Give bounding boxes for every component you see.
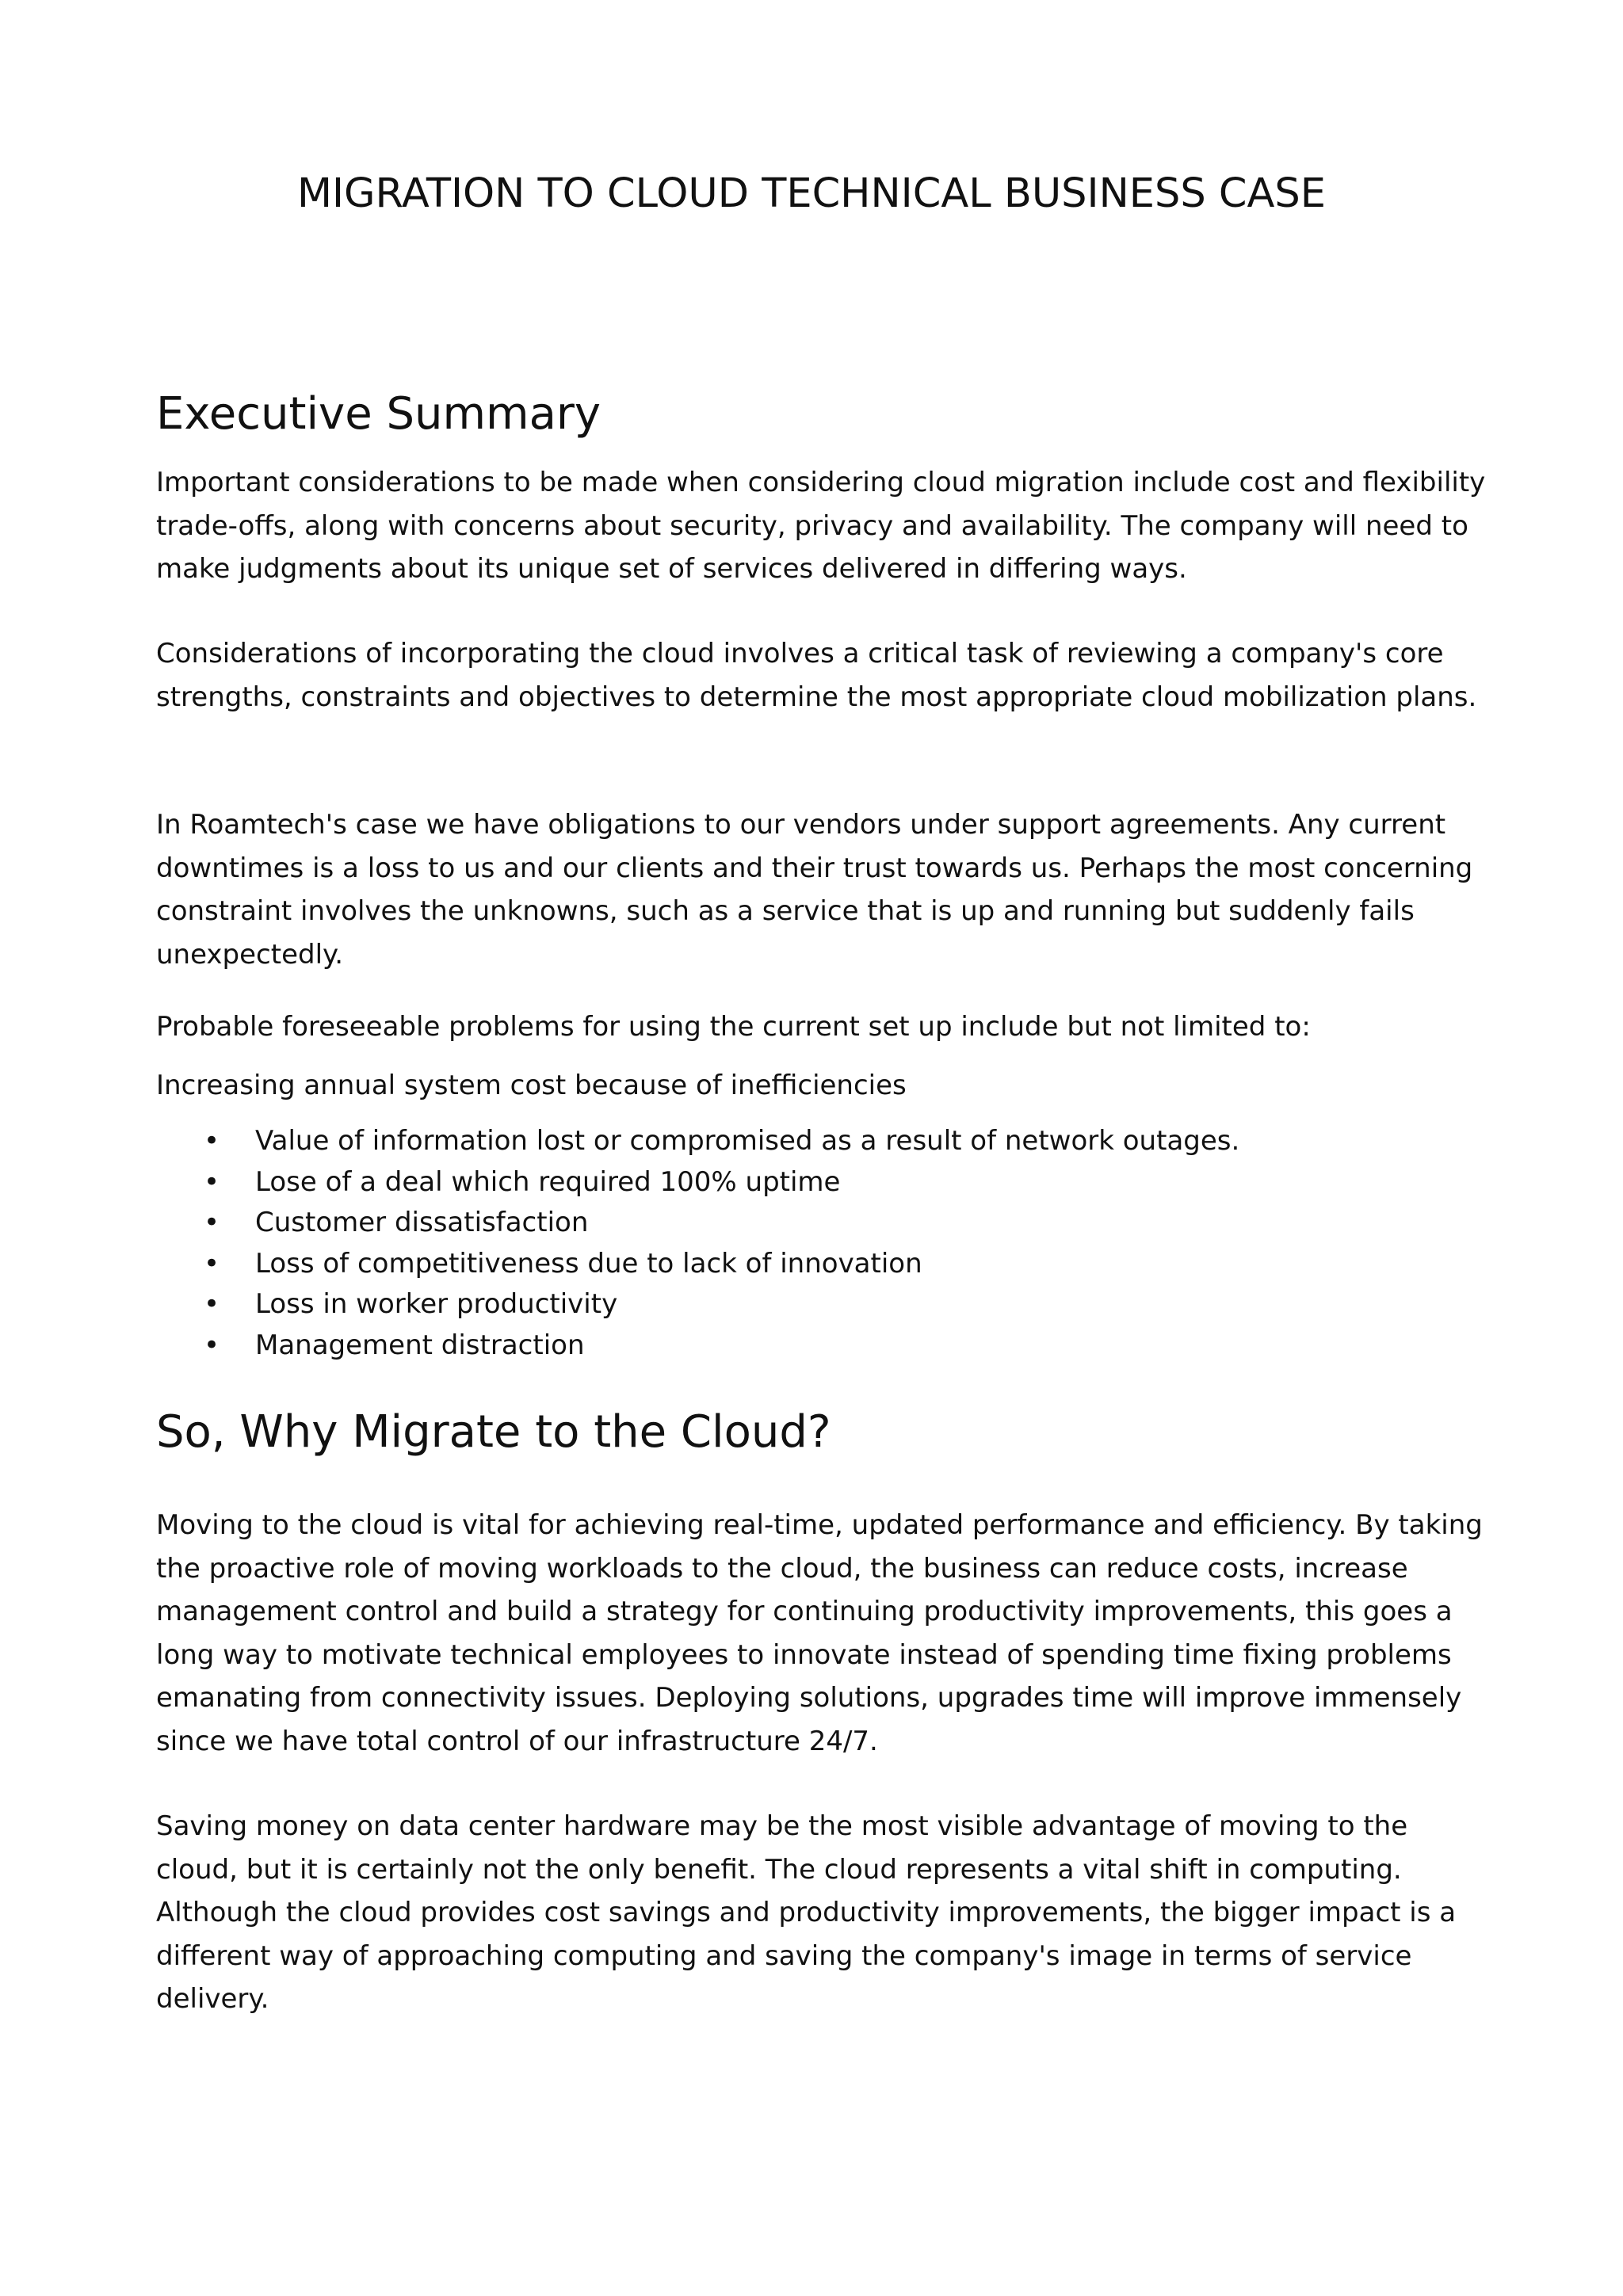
list-item: [156, 1162, 1487, 1203]
paragraph: Probable foreseeable problems for using the current set up include but not limited to:: [156, 1011, 1311, 1043]
document-title: MIGRATION TO CLOUD TECHNICAL BUSINESS CASE: [296, 170, 1327, 217]
list-item: [156, 1284, 1487, 1325]
heading-why-migrate: So, Why Migrate to the Cloud?: [156, 1406, 831, 1458]
bullet-icon: •: [204, 1288, 220, 1321]
problems-list: [156, 1121, 1487, 1367]
list-item-text: Loss of competitiveness due to lack of innovation: [255, 1247, 922, 1280]
heading-executive-summary: Executive Summary: [156, 388, 601, 440]
list-item: [156, 1203, 1487, 1244]
bullet-icon: •: [204, 1247, 220, 1280]
list-item-text: Loss in worker productivity: [255, 1288, 618, 1321]
paragraph: In Roamtech's case we have obligations to our vendors under support agreements. Any current downtimes is a loss to us and our clients and their trust towards us. Perhaps the most concerning constraint involves the unknowns, such as a service that is up and running but suddenly fails unexpectedly.: [156, 809, 1473, 971]
bullet-icon: •: [204, 1207, 220, 1239]
paragraph: Important considerations to be made when considering cloud migration include cost and flexibility trade-offs, along with concerns about security, privacy and availability. The company will need to make judgments about its unique set of services delivered in differing ways.: [156, 467, 1486, 585]
list-item-text: Customer dissatisfaction: [255, 1207, 589, 1239]
list-item: [156, 1244, 1487, 1285]
paragraph: Increasing annual system cost because of inefficiencies: [156, 1070, 907, 1101]
list-item-text: Lose of a deal which required 100% uptime: [255, 1165, 841, 1198]
list-item: [156, 1121, 1487, 1162]
list-item-text: Management distraction: [255, 1329, 585, 1361]
list-item-text: Value of information lost or compromised as a result of network outages.: [255, 1125, 1240, 1157]
bullet-icon: •: [204, 1125, 220, 1157]
paragraph: Considerations of incorporating the cloud involves a critical task of reviewing a company's core strengths, constraints and objectives to determine the most appropriate cloud mobilization plans.: [156, 638, 1477, 713]
bullet-icon: •: [204, 1165, 220, 1198]
paragraph: Moving to the cloud is vital for achieving real-time, updated performance and efficiency. By taking the proactive role of moving workloads to the cloud, the business can reduce costs, increase management control and build a strategy for continuing productivity improvements, this goes a long way to motivate technical employees to innovate instead of spending time fixing problems emanating from connectivity issues. Deploying solutions, upgrades time will improve immensely since we have total control of our infrastructure 24/7.: [156, 1509, 1483, 1757]
bullet-icon: •: [204, 1329, 220, 1361]
list-item: [156, 1325, 1487, 1367]
paragraph: Saving money on data center hardware may be the most visible advantage of moving to the cloud, but it is certainly not the only benefit. The cloud represents a vital shift in computing. Although the cloud provides cost savings and productivity improvements, the bigger impact is a different way of approaching computing and saving the company's image in terms of service delivery.: [156, 1810, 1457, 2015]
